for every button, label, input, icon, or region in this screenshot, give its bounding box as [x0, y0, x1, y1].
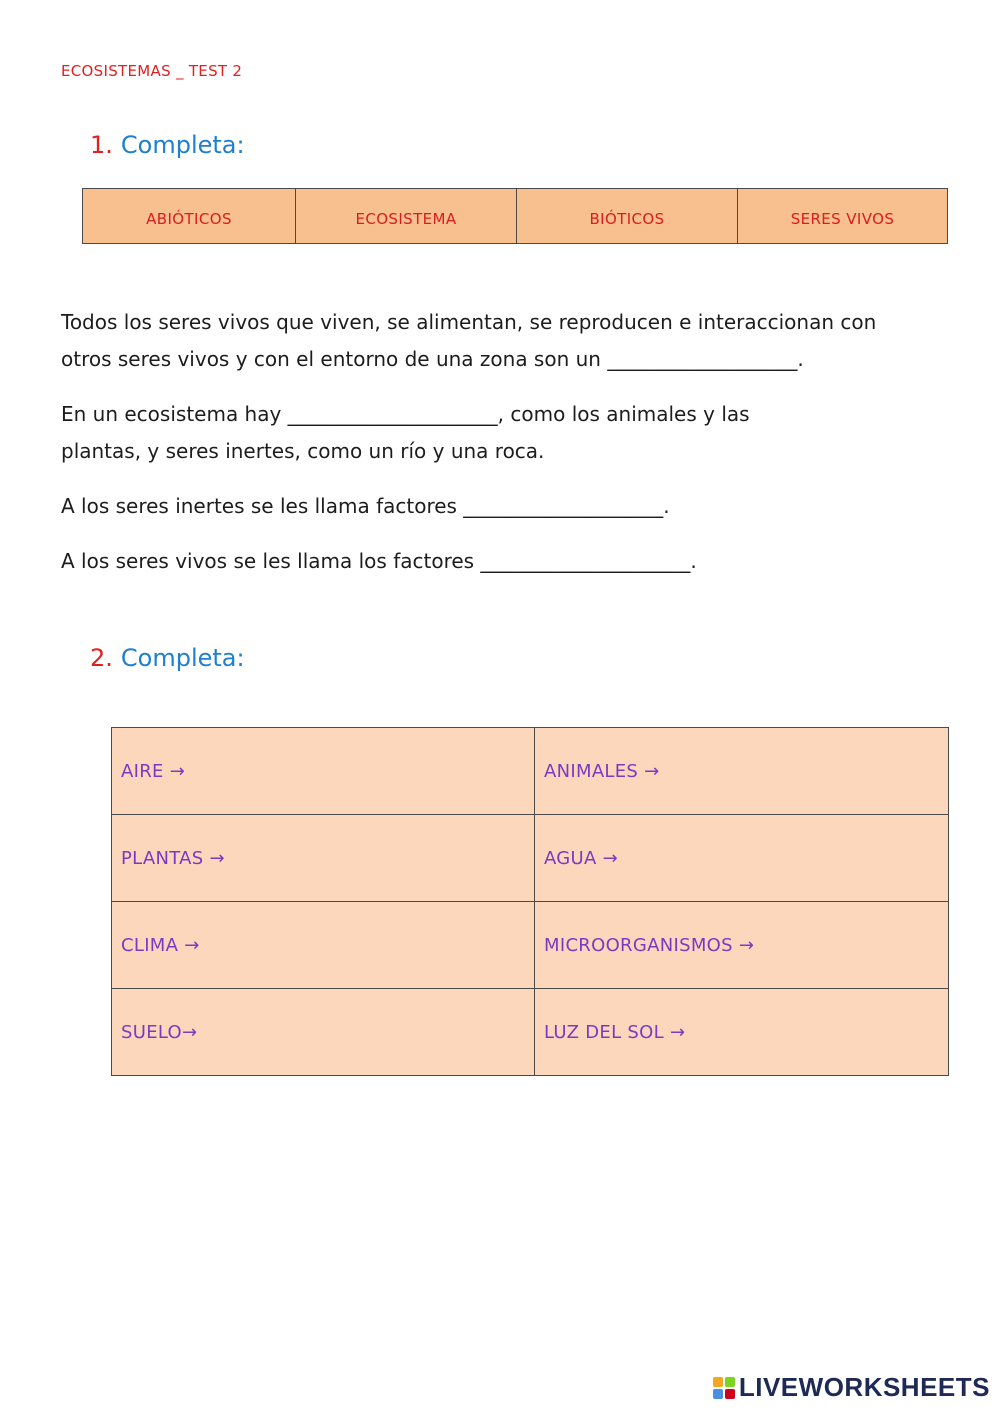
classification-table: [111, 727, 949, 1076]
word-bank-table: [82, 188, 948, 244]
section-2-number: 2.: [90, 644, 113, 672]
sentence-2-line-2: plantas, y seres inertes, como un río y una roca.: [61, 439, 545, 463]
table-row: [112, 728, 949, 815]
word-bank-item: ECOSISTEMA: [296, 189, 517, 244]
liveworksheets-branding: [713, 1372, 990, 1403]
table-row: [112, 902, 949, 989]
table-cell-left: CLIMA →: [112, 902, 535, 989]
section-2-heading-text: Completa:: [120, 644, 245, 672]
logo-square: [725, 1389, 735, 1399]
sentence-1-line-2: otros seres vivos y con el entorno de una zona son un ___________________.: [61, 347, 804, 371]
logo-square: [713, 1377, 723, 1387]
word-bank-row: [83, 189, 948, 244]
sentence-1-line-1: Todos los seres vivos que viven, se alimentan, se reproducen e interaccionan con: [61, 310, 877, 334]
word-bank-item: ABIÓTICOS: [83, 189, 296, 244]
sentence-3: A los seres inertes se les llama factores ____________________.: [61, 494, 670, 518]
liveworksheets-logo-icon: [713, 1377, 735, 1399]
sentence-1: [61, 304, 961, 378]
logo-square: [725, 1377, 735, 1387]
section-1-heading: [90, 131, 245, 159]
table-cell-right: ANIMALES →: [535, 728, 949, 815]
sentence-2: [61, 396, 961, 470]
word-bank-item: SERES VIVOS: [738, 189, 948, 244]
section-1-heading-text: Completa:: [120, 131, 245, 159]
table-row: [112, 815, 949, 902]
table-cell-left: SUELO→: [112, 989, 535, 1076]
section-1-number: 1.: [90, 131, 113, 159]
table-cell-left: PLANTAS →: [112, 815, 535, 902]
table-cell-left: AIRE →: [112, 728, 535, 815]
page-title: ECOSISTEMAS _ TEST 2: [61, 62, 243, 80]
table-cell-right: MICROORGANISMOS →: [535, 902, 949, 989]
table-cell-right: AGUA →: [535, 815, 949, 902]
table-row: [112, 989, 949, 1076]
liveworksheets-wordmark: LIVEWORKSHEETS: [738, 1372, 990, 1402]
section-2-heading: [90, 644, 245, 672]
sentence-4: A los seres vivos se les llama los factores _____________________.: [61, 549, 697, 573]
table-cell-right: LUZ DEL SOL →: [535, 989, 949, 1076]
word-bank-item: BIÓTICOS: [517, 189, 738, 244]
sentence-2-line-1: En un ecosistema hay _____________________, como los animales y las: [61, 402, 750, 426]
logo-square: [713, 1389, 723, 1399]
